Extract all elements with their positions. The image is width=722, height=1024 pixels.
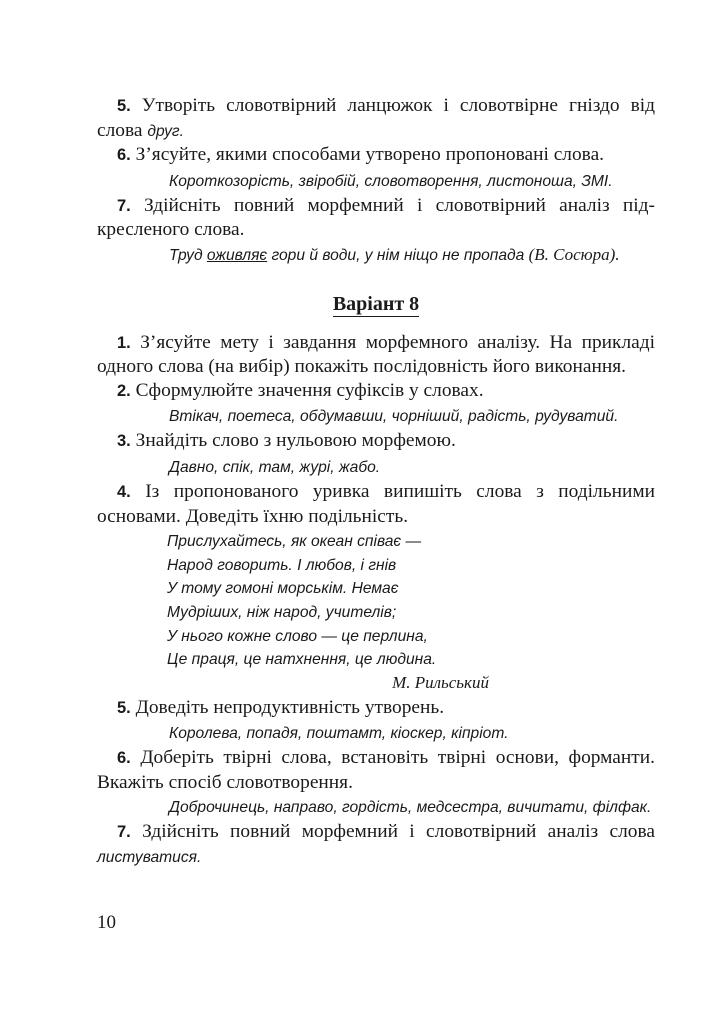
task-example: Короткозорість, звіробій, словотворення, листоноша, ЗМІ.: [169, 172, 613, 190]
task-text: Здійсніть повний морфемний і словотвірний аналіз слова: [142, 821, 655, 843]
task-top-6: [97, 143, 655, 168]
poem-line: У тому гомоні морськім. Немає: [167, 580, 399, 598]
poem-line: Народ говорить. І любов, і гнів: [167, 556, 397, 574]
task-word: листуватися.: [97, 849, 202, 867]
variant-task-6: [97, 746, 655, 794]
page-number: 10: [97, 912, 116, 933]
variant-task-2: [97, 379, 655, 404]
task-number: 4.: [117, 482, 131, 501]
task-example: Давно, спік, там, журі, жабо.: [169, 458, 381, 476]
task-number: 6.: [117, 146, 131, 165]
poem-line: Мудріших, ніж народ, учителів;: [167, 603, 397, 621]
task-text: Знайдіть слово з нульовою морфемою.: [135, 430, 456, 452]
task-text: З’ясуйте мету і завдання морфемного аналізу. На прикладі одного слова (на вибір) покажіть послідовність його виконання.: [97, 331, 655, 378]
task-number: 7.: [117, 823, 131, 842]
task-text: Доберіть твірні слова, встановіть твірні основи, форманти. Вкажіть спосіб словотворення.: [97, 747, 655, 793]
task-text: Сформулюйте значення суфіксів у словах.: [135, 379, 484, 401]
poem-author: М. Рильський: [392, 672, 489, 692]
task-top-7: [97, 194, 655, 242]
variant-heading: Варіант 8: [332, 292, 420, 315]
quote-source: (В. Сосюра).: [524, 244, 620, 264]
task-number: 5.: [117, 97, 131, 115]
task-text: Доведіть непродуктивність утворень.: [135, 696, 445, 718]
poem-line: У нього кожне слово — це перлина,: [167, 627, 428, 645]
task-number: 3.: [117, 432, 131, 451]
variant-task-7: [97, 820, 655, 869]
task-example: Доброчинець, направо, гордість, медсестра, вичитати, філфак.: [169, 799, 652, 817]
task-text: Утворіть словотвірний ланцюжок і словотвірне гніздо від слова: [97, 95, 655, 141]
task-text: Здійсніть повний морфемний і словотвірний аналіз підкресленого слова.: [97, 194, 655, 241]
task-word: друг.: [147, 122, 184, 140]
task-example: Втікач, поетеса, обдумавши, чорніший, радість, рудуватий.: [169, 408, 619, 426]
task-number: 6.: [117, 749, 131, 768]
underlined-word: оживляє: [206, 246, 268, 264]
task-quote-example: Труд оживляє гори й води, у нім ніщо не пропада (В. Сосюра).: [169, 244, 620, 264]
task-number: 1.: [117, 333, 131, 352]
poem-line: Прислухайтесь, як океан співає —: [167, 533, 422, 551]
task-number: 5.: [117, 698, 131, 717]
task-number: 7.: [117, 196, 131, 215]
task-text: Із пропонованого уривка випишіть слова з подільними основами. Доведіть їхню подільність.: [97, 480, 655, 527]
task-top-5: [97, 94, 655, 143]
variant-task-4: [97, 480, 655, 528]
variant-task-3: [97, 429, 655, 454]
variant-task-1: [97, 331, 655, 379]
variant-task-5: [97, 696, 655, 721]
task-example: Королева, попадя, поштамт, кіоскер, кіпріот.: [169, 725, 509, 743]
poem-line: Це праця, це натхнення, це людина.: [167, 651, 437, 669]
task-number: 2.: [117, 381, 131, 400]
task-text: З’ясуйте, якими способами утворено пропоновані слова.: [135, 144, 605, 166]
page-content: [97, 94, 655, 870]
poem: [97, 530, 655, 694]
